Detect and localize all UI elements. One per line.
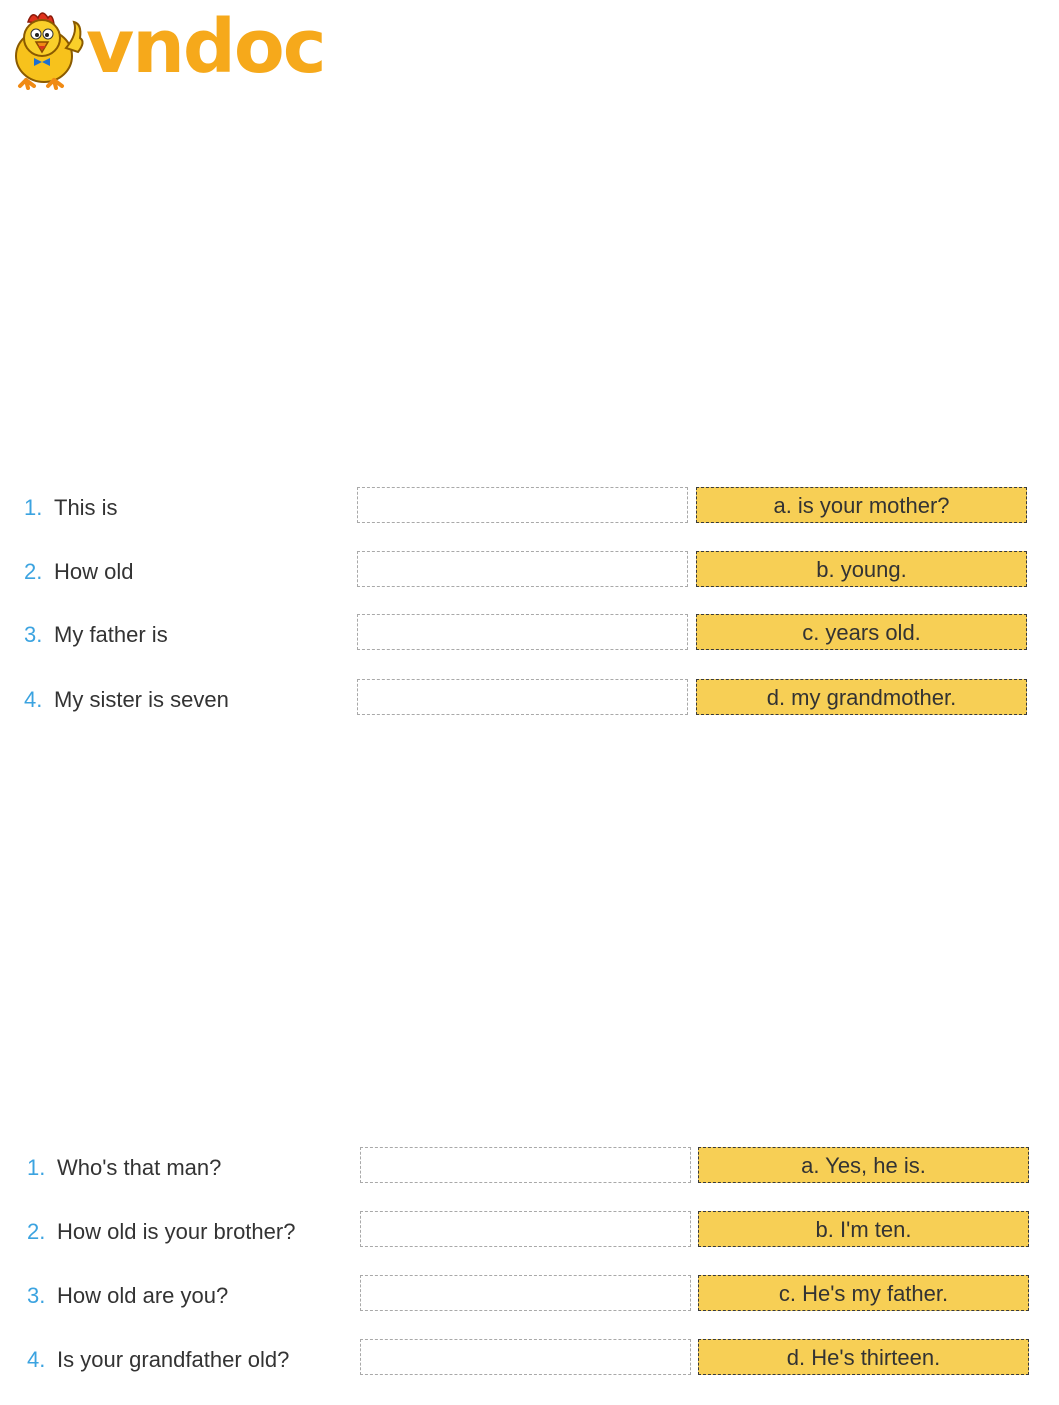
match-row (0, 1339, 1059, 1379)
question-text: How old (54, 559, 134, 584)
answer-option[interactable]: c. He's my father. (698, 1275, 1029, 1311)
question-number: 1. (27, 1155, 46, 1180)
question-number: 4. (27, 1347, 46, 1372)
answer-drop-box[interactable] (357, 614, 688, 650)
answer-option[interactable]: b. I'm ten. (698, 1211, 1029, 1247)
vndoc-logo (6, 4, 336, 90)
answer-option[interactable]: c. years old. (696, 614, 1027, 650)
question-text: My sister is seven (54, 687, 229, 712)
answer-option[interactable]: a. Yes, he is. (698, 1147, 1029, 1183)
question-text: Is your grandfather old? (57, 1347, 290, 1372)
question-number: 1. (24, 495, 43, 520)
answer-option[interactable]: b. young. (696, 551, 1027, 587)
match-row (0, 551, 1059, 591)
question-number: 3. (24, 622, 43, 647)
question-number: 3. (27, 1283, 46, 1308)
question-text: How old are you? (57, 1283, 229, 1308)
question-number: 2. (27, 1219, 46, 1244)
question-text: My father is (54, 622, 168, 647)
answer-drop-box[interactable] (360, 1211, 691, 1247)
match-row (0, 1211, 1059, 1251)
answer-drop-box[interactable] (360, 1147, 691, 1183)
vndoc-wordmark: vndoc (86, 4, 325, 90)
answer-drop-box[interactable] (360, 1339, 691, 1375)
answer-option[interactable]: a. is your mother? (696, 487, 1027, 523)
answer-drop-box[interactable] (357, 487, 688, 523)
question-number: 4. (24, 687, 43, 712)
answer-drop-box[interactable] (360, 1275, 691, 1311)
match-row (0, 1275, 1059, 1315)
match-row (0, 614, 1059, 654)
match-row (0, 1147, 1059, 1187)
answer-option[interactable]: d. He's thirteen. (698, 1339, 1029, 1375)
question-text: How old is your brother? (57, 1219, 296, 1244)
answer-option[interactable]: d. my grandmother. (696, 679, 1027, 715)
match-row (0, 679, 1059, 719)
question-text: Who's that man? (57, 1155, 222, 1180)
question-number: 2. (24, 559, 43, 584)
match-row (0, 487, 1059, 527)
answer-drop-box[interactable] (357, 679, 688, 715)
answer-drop-box[interactable] (357, 551, 688, 587)
question-text: This is (54, 495, 118, 520)
